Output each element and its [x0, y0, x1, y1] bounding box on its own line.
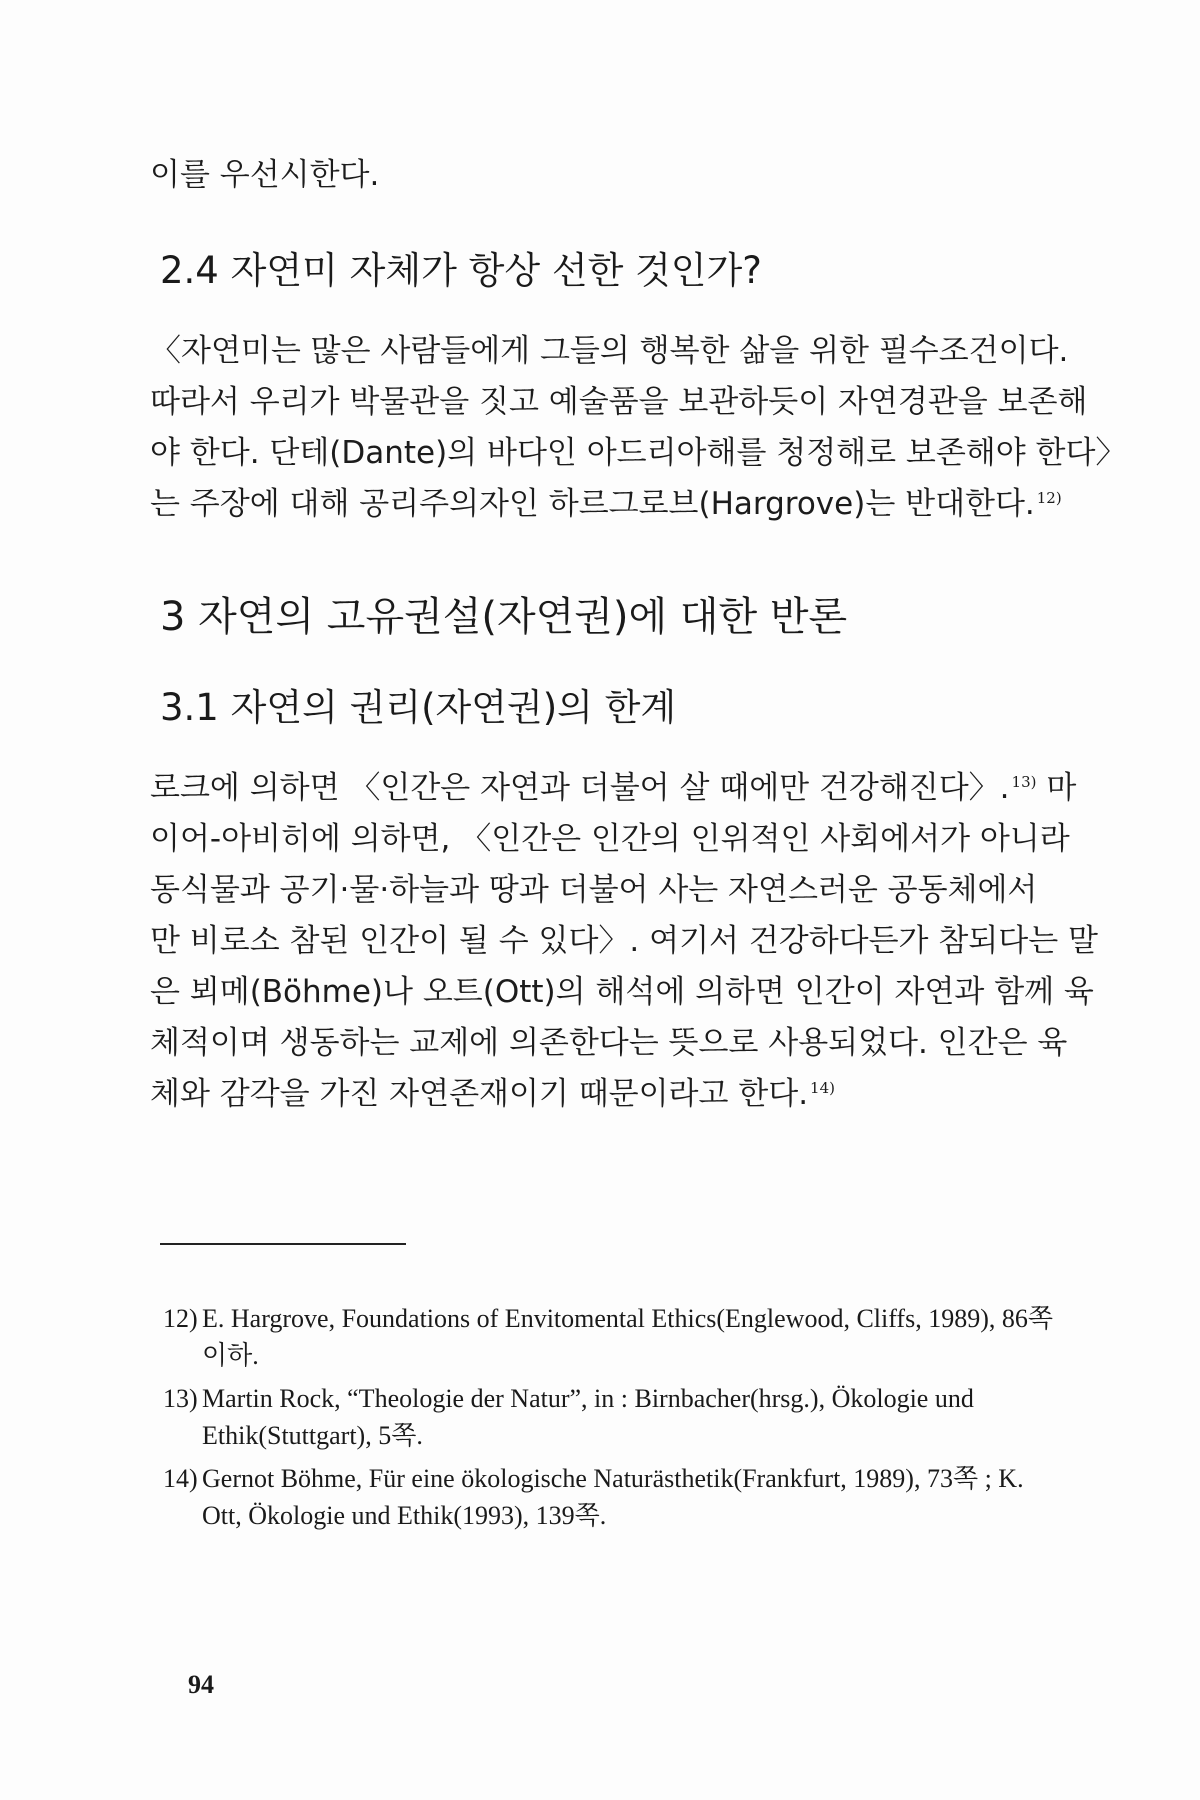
- body-line: 따라서 우리가 박물관을 짓고 예술품을 보관하듯이 자연경관을 보존해: [150, 384, 1088, 420]
- continuation-paragraph: [150, 150, 1040, 201]
- footnote-divider: [160, 1243, 406, 1245]
- body-line-tail: 마: [1036, 770, 1077, 806]
- body-line: 동식물과 공기·물·하늘과 땅과 더불어 사는 자연스러운 공동체에서: [150, 872, 1038, 908]
- footnote-text: 이하.: [202, 1341, 259, 1370]
- page-number: 94: [188, 1670, 214, 1699]
- footnote-ref-13[interactable]: 13): [1011, 772, 1037, 791]
- footnotes: [163, 1300, 1053, 1540]
- section-3-heading: 3 자연의 고유권설(자연권)에 대한 반론: [160, 594, 848, 640]
- body-line: 이어-아비히에 의하면, 〈인간은 인간의 인위적인 사회에서가 아니라: [150, 821, 1070, 857]
- footnote-12: [163, 1300, 1053, 1374]
- body-line-text: 로크에 의하면 〈인간은 자연과 더불어 살 때에만 건강해진다〉.: [150, 770, 1010, 806]
- body-line: 야 한다. 단테(Dante)의 바다인 아드리아해를 청정해로 보존해야 한다〉: [150, 435, 1127, 471]
- section-3-1-paragraph: [150, 763, 1098, 1120]
- body-line: 은 뵈메(Böhme)나 오트(Ott)의 해석에 의하면 인간이 자연과 함께 육: [150, 974, 1094, 1010]
- footnote-13: [163, 1380, 1043, 1454]
- body-line: [150, 763, 1077, 814]
- footnote-text: Ott, Ökologie und Ethik(1993), 139쪽.: [202, 1501, 607, 1530]
- section-3-1-heading: 3.1 자연의 권리(자연권)의 한계: [160, 686, 677, 729]
- footnote-text: E. Hargrove, Foundations of Envitomental Ethics(Englewood, Cliffs, 1989), 86쪽: [202, 1304, 1053, 1333]
- body-line: 만 비로소 참된 인간이 될 수 있다〉. 여기서 건강하다든가 참되다는 말: [150, 923, 1098, 959]
- footnote-number: 13): [163, 1384, 198, 1413]
- footnote-ref-14[interactable]: 14): [810, 1078, 835, 1097]
- footnote-text: Ethik(Stuttgart), 5쪽.: [202, 1421, 423, 1450]
- section-2-4-paragraph: [150, 326, 1127, 530]
- body-line: 체적이며 생동하는 교제에 의존한다는 뜻으로 사용되었다. 인간은 육: [150, 1025, 1068, 1061]
- body-line: 이를 우선시한다.: [150, 157, 380, 193]
- footnote-number: 14): [163, 1464, 198, 1493]
- body-line-text: 는 주장에 대해 공리주의자인 하르그로브(Hargrove)는 반대한다.: [150, 486, 1035, 522]
- body-line: 〈자연미는 많은 사람들에게 그들의 행복한 삶을 위한 필수조건이다.: [150, 333, 1069, 369]
- body-line-text: 체와 감각을 가진 자연존재이기 때문이라고 한다.: [150, 1076, 809, 1112]
- footnote-text: Gernot Böhme, Für eine ökologische Naturästhetik(Frankfurt, 1989), 73쪽 ; K.: [202, 1464, 1024, 1493]
- footnote-ref-12[interactable]: 12): [1036, 488, 1062, 507]
- footnote-text: Martin Rock, “Theologie der Natur”, in : Birnbacher(hrsg.), Ökologie und: [202, 1384, 974, 1413]
- body-line: [150, 479, 1062, 530]
- footnote-14: [163, 1460, 1043, 1534]
- body-line: [150, 1069, 1040, 1120]
- section-2-4-heading: 2.4 자연미 자체가 항상 선한 것인가?: [160, 249, 762, 292]
- footnote-number: 12): [163, 1304, 198, 1333]
